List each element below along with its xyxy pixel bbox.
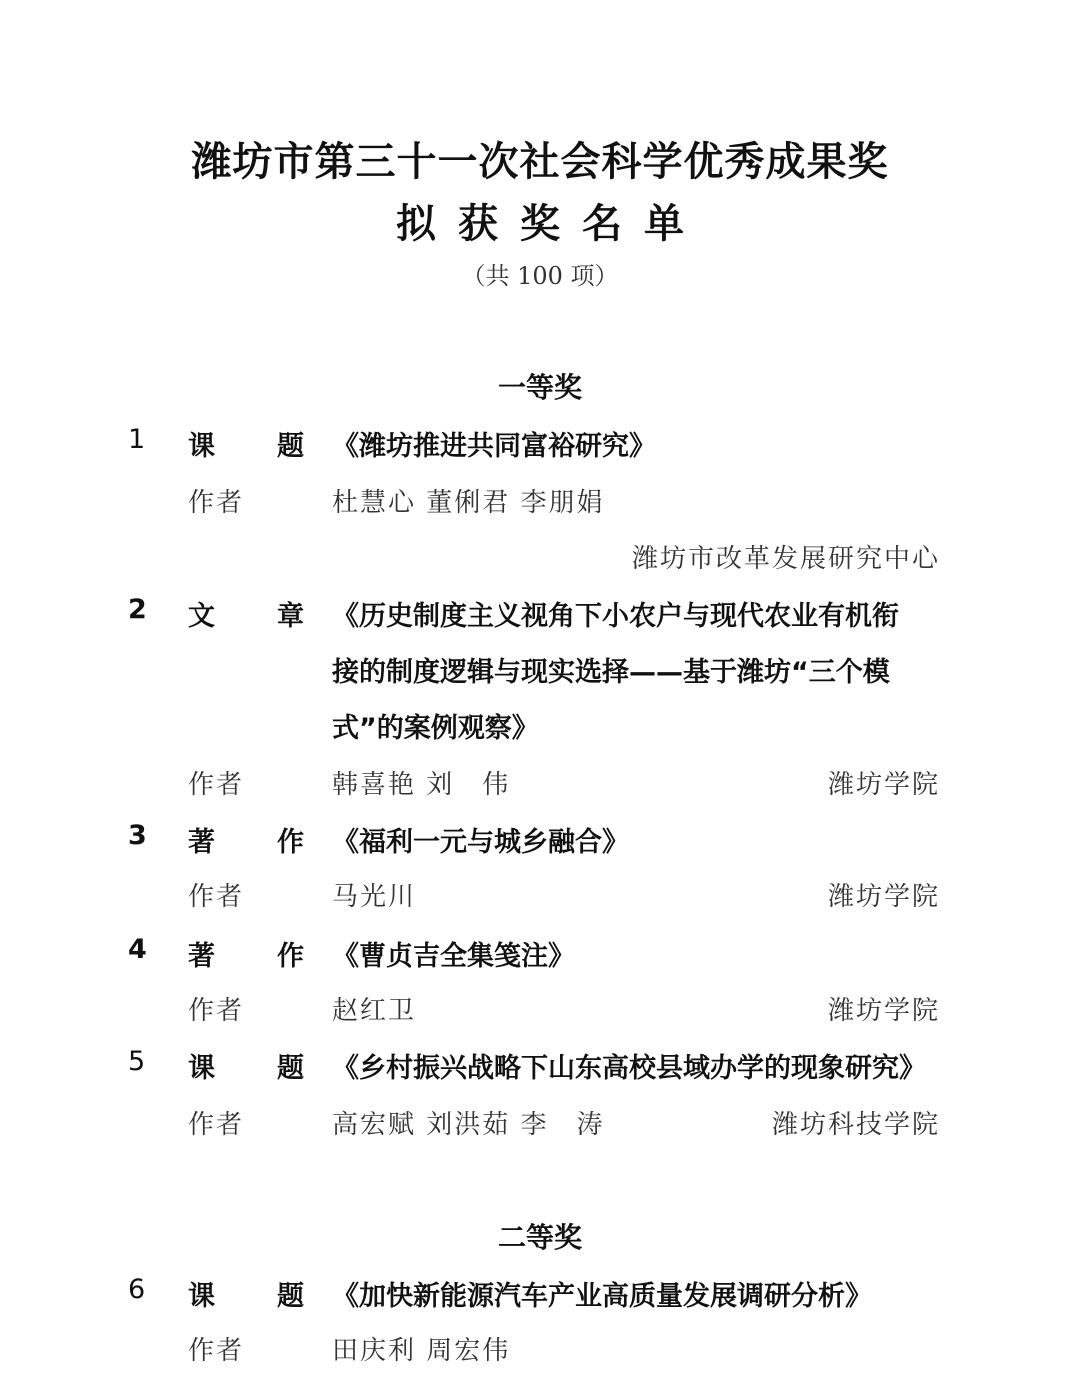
- entry-type: [188, 934, 304, 973]
- entry-authors: 马光川: [332, 882, 417, 912]
- entry-number: 4: [128, 934, 147, 965]
- entry-type-char: 章: [277, 601, 304, 632]
- entry-title: 《乡村振兴战略下山东高校县域办学的现象研究》: [332, 1053, 926, 1084]
- entry-number: 1: [128, 424, 146, 455]
- entry-number: 6: [128, 1274, 146, 1305]
- entry-type-char: 题: [277, 431, 304, 462]
- entry-organization: 潍坊学院: [827, 996, 940, 1026]
- entry-authors: 韩喜艳 刘 伟: [332, 770, 511, 800]
- entry-authors: 杜慧心 董俐君 李朋娟: [332, 488, 605, 518]
- entry-title-continued: 接的制度逻辑与现实选择——基于潍坊“三个模: [332, 657, 890, 688]
- author-label: 作者: [188, 882, 245, 912]
- entry-type: [188, 1274, 304, 1313]
- entry-type-char: 著: [188, 827, 215, 858]
- item-count: （共 100 项）: [461, 262, 619, 290]
- entry-type: [188, 820, 304, 859]
- entry-title: 《潍坊推进共同富裕研究》: [332, 431, 656, 462]
- entry-type-char: 著: [188, 941, 215, 972]
- entry-authors: 田庆利 周宏伟: [332, 1336, 511, 1366]
- section-heading-second-prize: 二等奖: [497, 1221, 582, 1254]
- entry-type-char: 题: [277, 1053, 304, 1084]
- page-subtitle: 拟获奖名单: [396, 201, 706, 247]
- entry-type-char: 题: [277, 1281, 304, 1312]
- entry-type-char: 课: [188, 1281, 215, 1312]
- entry-title-continued: 式”的案例观察》: [332, 713, 539, 744]
- entry-type-char: 文: [188, 601, 215, 632]
- entry-type: [188, 594, 304, 633]
- entry-title: 《加快新能源汽车产业高质量发展调研分析》: [332, 1281, 872, 1312]
- entry-number: 5: [128, 1046, 146, 1077]
- entry-title: 《福利一元与城乡融合》: [332, 827, 629, 858]
- entry-organization: 潍坊科技学院: [771, 1110, 940, 1140]
- author-label: 作者: [188, 996, 245, 1026]
- entry-type-char: 作: [277, 827, 304, 858]
- entry-type-char: 作: [277, 941, 304, 972]
- entry-type-char: 课: [188, 431, 215, 462]
- entry-organization: 潍坊学院: [827, 882, 940, 912]
- author-label: 作者: [188, 488, 245, 518]
- author-label: 作者: [188, 770, 245, 800]
- entry-authors: 赵红卫: [332, 996, 417, 1026]
- page-title: 潍坊市第三十一次社会科学优秀成果奖: [191, 139, 889, 185]
- entry-type: [188, 424, 304, 463]
- author-label: 作者: [188, 1336, 245, 1366]
- entry-type-char: 课: [188, 1053, 215, 1084]
- entry-title: 《历史制度主义视角下小农户与现代农业有机衔: [332, 601, 899, 632]
- entry-organization: 潍坊学院: [827, 770, 940, 800]
- author-label: 作者: [188, 1110, 245, 1140]
- entry-number: 3: [128, 820, 147, 851]
- entry-number: 2: [128, 594, 147, 625]
- entry-title: 《曹贞吉全集笺注》: [332, 941, 575, 972]
- entry-type: [188, 1046, 304, 1085]
- section-heading-first-prize: 一等奖: [497, 371, 582, 404]
- entry-authors: 高宏赋 刘洪茹 李 涛: [332, 1110, 605, 1140]
- entry-organization: 潍坊市改革发展研究中心: [631, 544, 940, 574]
